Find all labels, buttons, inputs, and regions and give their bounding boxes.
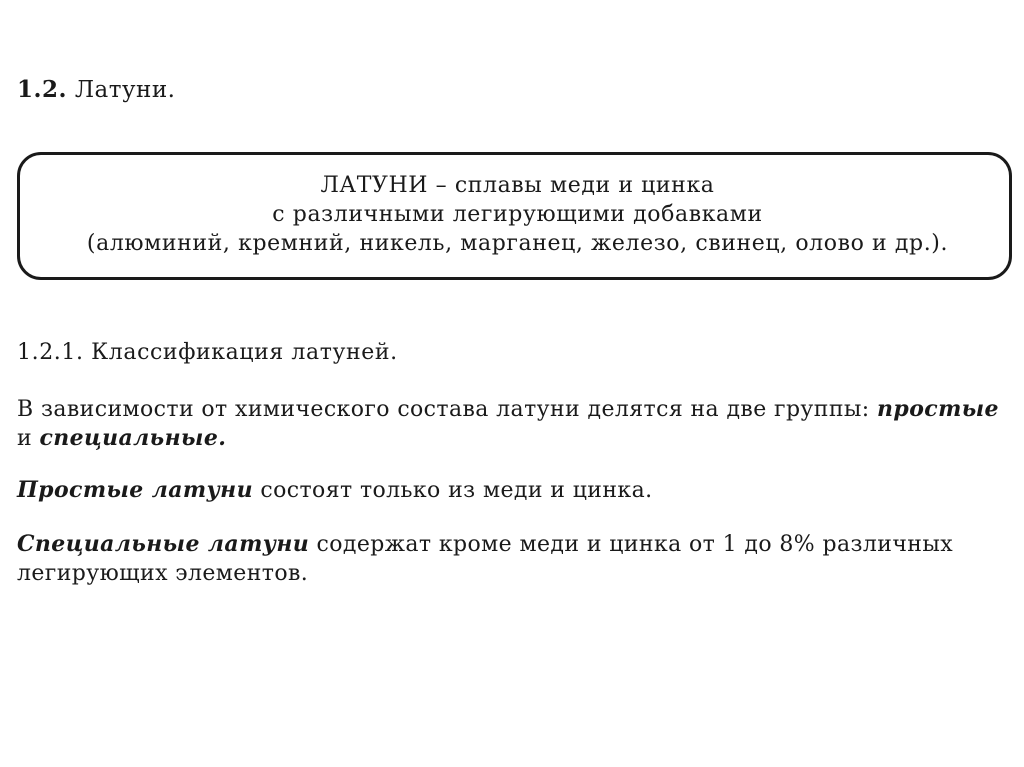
definition-line-3: (алюминий, кремний, никель, марганец, железо, свинец, олово и др.). [86, 231, 949, 256]
term-simple: простые [877, 396, 999, 422]
section-title: Латуни. [74, 77, 176, 103]
paragraph-special-brass-line2: легирующих элементов. [17, 561, 309, 586]
section-number: 1.2. [17, 76, 68, 103]
paragraph-groups-text: В зависимости от химического состава латуни делятся на две группы: [17, 397, 878, 422]
definition-box [17, 152, 1012, 280]
paragraph-special-brass [17, 530, 953, 588]
section-heading [17, 76, 175, 103]
paragraph-groups [17, 395, 999, 453]
paragraph-simple-brass-text: состоят только из меди и цинка. [253, 478, 653, 503]
definition-line-2: с различными легирующими добавками [272, 202, 763, 227]
paragraph-groups-line2: и [17, 426, 40, 451]
term-simple-brass: Простые латуни [17, 477, 253, 503]
paragraph-special-brass-text: содержат кроме меди и цинка от 1 до 8% различных [309, 532, 954, 557]
definition-line-1: ЛАТУНИ – сплавы меди и цинка [320, 173, 715, 198]
term-special-brass: Специальные латуни [17, 531, 310, 557]
paragraph-simple-brass [17, 476, 652, 505]
term-special: специальные. [39, 425, 227, 451]
subsection-title: 1.2.1. Классификация латуней. [17, 340, 398, 365]
